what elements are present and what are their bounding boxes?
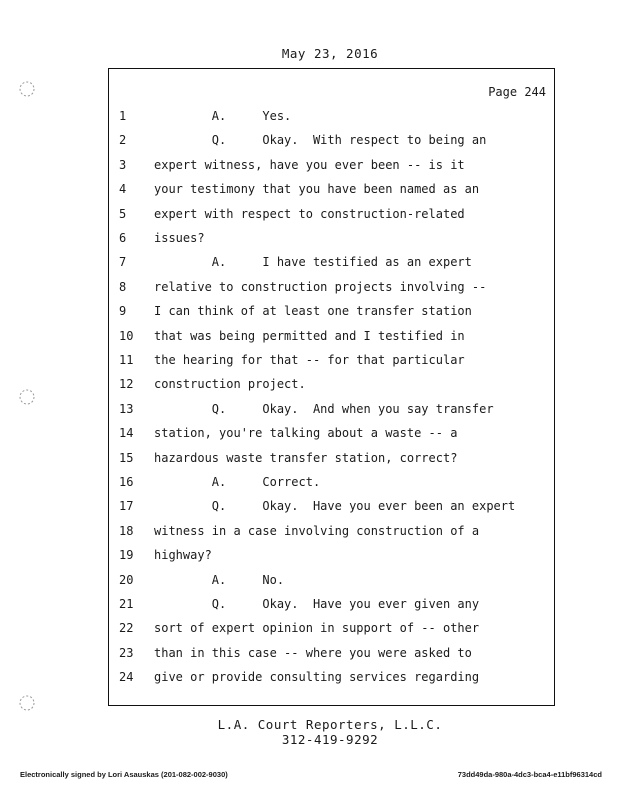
line-text: Q. Okay. With respect to being an (154, 133, 487, 148)
document-id: 73dd49da-980a-4dc3-bca4-e11bf96314cd (457, 770, 602, 779)
transcript-line (109, 646, 554, 666)
punch-hole-icon (18, 388, 36, 406)
line-text: expert with respect to construction-related (154, 206, 465, 221)
line-number: 24 (119, 670, 134, 685)
header-date: May 23, 2016 (281, 46, 379, 61)
line-text: issues? (154, 231, 205, 245)
transcript-page (108, 68, 555, 706)
page-number: Page 244 (488, 85, 546, 99)
transcript-line (109, 524, 554, 544)
line-number: 22 (119, 621, 134, 636)
transcript-line (109, 158, 554, 178)
line-number: 8 (119, 279, 127, 294)
punch-hole-icon (18, 80, 36, 98)
transcript-line (109, 402, 554, 422)
line-number: 7 (119, 255, 127, 270)
line-text: I can think of at least one transfer station (154, 304, 472, 319)
line-number: 4 (119, 182, 127, 197)
line-number: 1 (119, 109, 127, 123)
line-text: expert witness, have you ever been -- is it (154, 157, 465, 172)
transcript-line (109, 304, 554, 324)
line-text: Q. Okay. Have you ever given any (154, 597, 480, 611)
transcript-line (109, 207, 554, 227)
transcript-line (109, 231, 554, 251)
line-number: 11 (119, 353, 134, 367)
line-text: A. No. (154, 572, 285, 587)
line-text: the hearing for that -- for that particular (154, 353, 465, 367)
line-number: 13 (119, 401, 134, 416)
line-text: hazardous waste transfer station, correct? (154, 450, 458, 465)
transcript-line (109, 451, 554, 471)
line-number: 10 (119, 328, 134, 343)
line-number: 18 (119, 523, 134, 538)
transcript-line (109, 182, 554, 202)
line-text: Q. Okay. Have you ever been an expert (154, 499, 516, 514)
line-number: 14 (119, 426, 134, 441)
transcript-line (109, 353, 554, 373)
transcript-line (109, 475, 554, 495)
line-text: than in this case -- where you were asked to (154, 645, 472, 660)
line-number: 12 (119, 377, 134, 392)
transcript-line (109, 377, 554, 397)
transcript-line (109, 597, 554, 617)
line-text: construction project. (154, 377, 306, 392)
line-number: 9 (119, 304, 127, 319)
line-text: A. Correct. (154, 475, 321, 489)
line-text: give or provide consulting services regarding (154, 670, 480, 685)
transcript-line (109, 426, 554, 446)
line-number: 20 (119, 572, 134, 587)
transcript-line (109, 255, 554, 275)
electronic-signature: Electronically signed by Lori Asauskas (201-082-002-9030) (20, 770, 228, 779)
line-text: A. I have testified as an expert (154, 255, 472, 270)
line-number: 6 (119, 231, 127, 245)
line-text: sort of expert opinion in support of -- other (154, 621, 480, 636)
transcript-line (109, 499, 554, 519)
footer-phone: 312-419-9292 (281, 732, 379, 747)
line-text: A. Yes. (154, 109, 292, 123)
line-number: 16 (119, 475, 134, 489)
line-text: relative to construction projects involving -- (154, 279, 487, 294)
line-text: station, you're talking about a waste -- a (154, 426, 458, 441)
line-number: 3 (119, 157, 127, 172)
transcript-line (109, 109, 554, 129)
line-text: that was being permitted and I testified in (154, 328, 465, 343)
line-text: your testimony that you have been named as an (154, 182, 480, 197)
transcript-line (109, 621, 554, 641)
line-text: Q. Okay. And when you say transfer (154, 401, 494, 416)
transcript-line (109, 280, 554, 300)
line-text: highway? (154, 548, 212, 563)
transcript-line (109, 548, 554, 568)
line-number: 17 (119, 499, 134, 514)
line-number: 19 (119, 548, 134, 563)
transcript-line (109, 133, 554, 153)
line-number: 21 (119, 597, 134, 611)
line-number: 2 (119, 133, 127, 148)
transcript-line (109, 573, 554, 593)
punch-hole-icon (18, 694, 36, 712)
footer-company: L.A. Court Reporters, L.L.C. (217, 717, 443, 732)
transcript-line (109, 670, 554, 690)
line-number: 15 (119, 450, 134, 465)
line-number: 23 (119, 645, 134, 660)
transcript-line (109, 329, 554, 349)
line-text: witness in a case involving construction of a (154, 523, 480, 538)
line-number: 5 (119, 206, 127, 221)
